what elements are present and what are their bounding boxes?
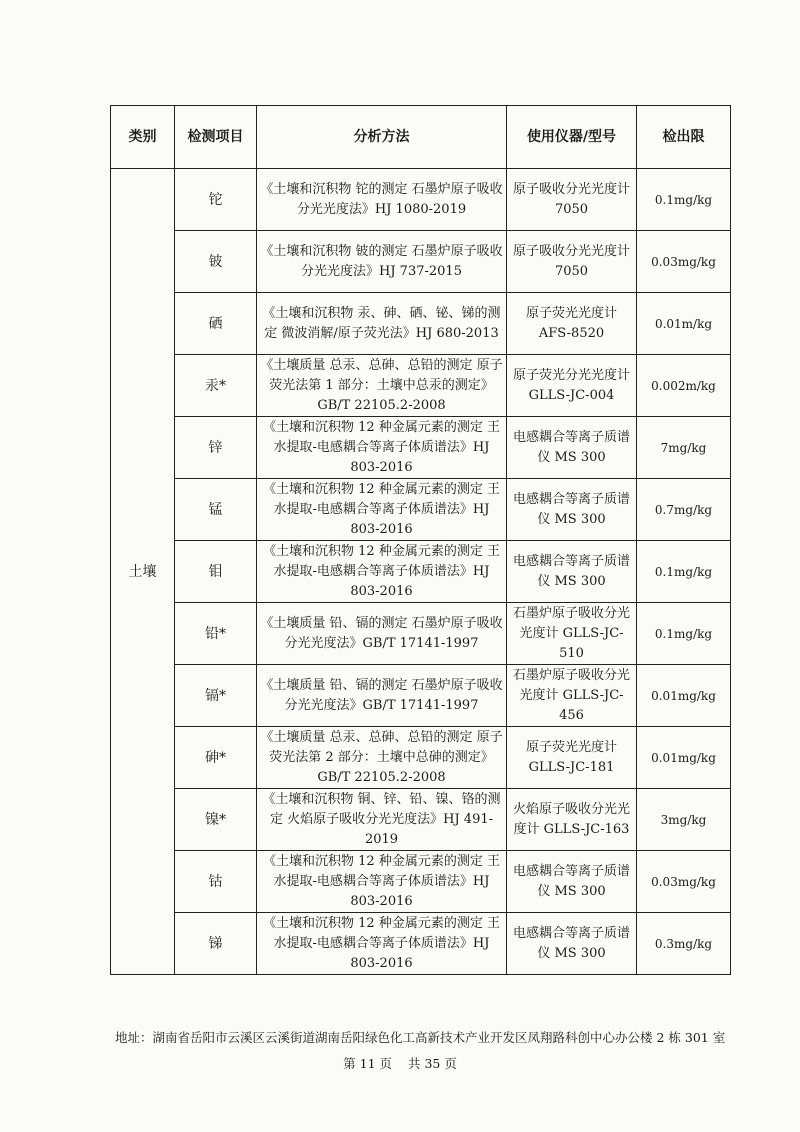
method-cell: 《土壤和沉积物 12 种金属元素的测定 王水提取-电感耦合等离子体质谱法》HJ 803-2016 [257,913,507,975]
limit-cell: 0.1mg/kg [637,603,731,665]
item-cell: 锌 [175,417,257,479]
limit-cell: 3mg/kg [637,789,731,851]
header-category: 类别 [111,106,175,169]
detection-methods-table [110,105,731,975]
item-cell: 镍* [175,789,257,851]
item-cell: 铊 [175,169,257,231]
item-cell: 铅* [175,603,257,665]
item-cell: 钴 [175,851,257,913]
item-cell: 铍 [175,231,257,293]
method-cell: 《土壤质量 铅、镉的测定 石墨炉原子吸收分光光度法》GB/T 17141-1997 [257,603,507,665]
table-row [111,231,731,293]
limit-cell: 0.01mg/kg [637,665,731,727]
item-cell: 汞* [175,355,257,417]
table-row [111,603,731,665]
limit-cell: 0.01mg/kg [637,727,731,789]
page-total: 共 35 页 [407,1056,457,1071]
method-cell: 《土壤和沉积物 铊的测定 石墨炉原子吸收分光光度法》HJ 1080-2019 [257,169,507,231]
instrument-cell: 原子荧光光度计 AFS-8520 [507,293,637,355]
table-row [111,293,731,355]
method-cell: 《土壤质量 总汞、总砷、总铅的测定 原子荧光法第 2 部分：土壤中总砷的测定》GB/T 22105.2-2008 [257,727,507,789]
table-header-row [111,106,731,169]
item-cell: 硒 [175,293,257,355]
header-limit: 检出限 [637,106,731,169]
item-cell: 砷* [175,727,257,789]
limit-cell: 0.7mg/kg [637,479,731,541]
instrument-cell: 原子荧光分光光度计 GLLS-JC-004 [507,355,637,417]
table-row [111,913,731,975]
limit-cell: 0.03mg/kg [637,231,731,293]
method-cell: 《土壤和沉积物 12 种金属元素的测定 王水提取-电感耦合等离子体质谱法》HJ 803-2016 [257,417,507,479]
table-row [111,727,731,789]
instrument-cell: 电感耦合等离子质谱仪 MS 300 [507,479,637,541]
method-cell: 《土壤质量 总汞、总砷、总铅的测定 原子荧光法第 1 部分：土壤中总汞的测定》GB/T 22105.2-2008 [257,355,507,417]
method-cell: 《土壤和沉积物 铜、锌、铅、镍、铬的测定 火焰原子吸收分光光度法》HJ 491-2019 [257,789,507,851]
item-cell: 钼 [175,541,257,603]
header-item: 检测项目 [175,106,257,169]
limit-cell: 0.01m/kg [637,293,731,355]
table-row [111,479,731,541]
item-cell: 锰 [175,479,257,541]
method-cell: 《土壤和沉积物 铍的测定 石墨炉原子吸收分光光度法》HJ 737-2015 [257,231,507,293]
limit-cell: 0.03mg/kg [637,851,731,913]
limit-cell: 0.3mg/kg [637,913,731,975]
method-cell: 《土壤质量 铅、镉的测定 石墨炉原子吸收分光光度法》GB/T 17141-1997 [257,665,507,727]
instrument-cell: 石墨炉原子吸收分光光度计 GLLS-JC-456 [507,665,637,727]
method-cell: 《土壤和沉积物 12 种金属元素的测定 王水提取-电感耦合等离子体质谱法》HJ 803-2016 [257,851,507,913]
footer-address: 地址：湖南省岳阳市云溪区云溪街道湖南岳阳绿色化工高新技术产业开发区凤翔路科创中心办公楼 2 栋 301 室 [115,1030,726,1045]
header-method: 分析方法 [257,106,507,169]
instrument-cell: 石墨炉原子吸收分光光度计 GLLS-JC-510 [507,603,637,665]
item-cell: 镉* [175,665,257,727]
limit-cell: 0.002m/kg [637,355,731,417]
table-row [111,355,731,417]
instrument-cell: 原子荧光光度计 GLLS-JC-181 [507,727,637,789]
instrument-cell: 电感耦合等离子质谱仪 MS 300 [507,913,637,975]
item-cell: 锑 [175,913,257,975]
page-current: 第 11 页 [343,1056,392,1071]
page-number [0,1054,800,1072]
table-row [111,169,731,231]
table-row [111,541,731,603]
instrument-cell: 电感耦合等离子质谱仪 MS 300 [507,851,637,913]
instrument-cell: 火焰原子吸收分光光度计 GLLS-JC-163 [507,789,637,851]
table-row [111,851,731,913]
method-cell: 《土壤和沉积物 12 种金属元素的测定 王水提取-电感耦合等离子体质谱法》HJ 803-2016 [257,541,507,603]
method-cell: 《土壤和沉积物 12 种金属元素的测定 王水提取-电感耦合等离子体质谱法》HJ 803-2016 [257,479,507,541]
header-instrument: 使用仪器/型号 [507,106,637,169]
method-cell: 《土壤和沉积物 汞、砷、硒、铋、锑的测定 微波消解/原子荧光法》HJ 680-2013 [257,293,507,355]
limit-cell: 0.1mg/kg [637,541,731,603]
table-row [111,789,731,851]
limit-cell: 0.1mg/kg [637,169,731,231]
instrument-cell: 电感耦合等离子质谱仪 MS 300 [507,541,637,603]
category-cell: 土壤 [111,169,175,975]
table-row [111,417,731,479]
instrument-cell: 原子吸收分光光度计 7050 [507,169,637,231]
table-row [111,665,731,727]
instrument-cell: 原子吸收分光光度计 7050 [507,231,637,293]
limit-cell: 7mg/kg [637,417,731,479]
instrument-cell: 电感耦合等离子质谱仪 MS 300 [507,417,637,479]
